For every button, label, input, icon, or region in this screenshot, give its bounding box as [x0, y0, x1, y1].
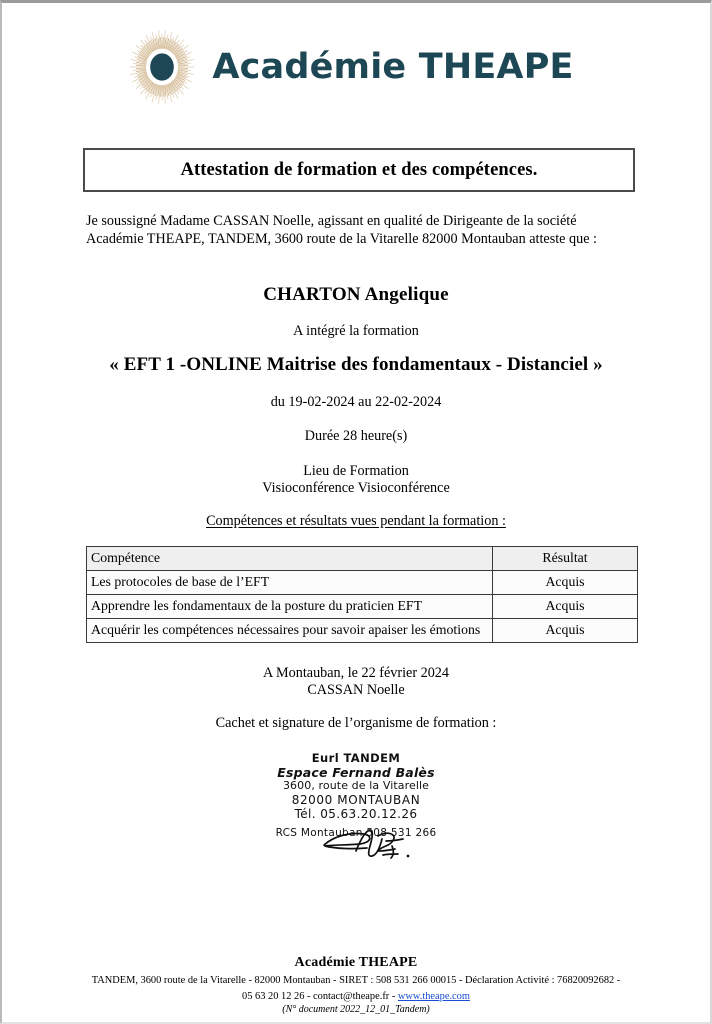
- brand-name: Académie THEAPE: [212, 46, 574, 87]
- table-header-resultat: Résultat: [493, 547, 638, 571]
- document-header: [2, 21, 710, 113]
- attestation-title-box: [83, 148, 635, 192]
- table-row: [87, 595, 638, 619]
- signature-signer-name: CASSAN Noelle: [307, 682, 405, 698]
- footer-contact-line-2: [2, 990, 710, 1003]
- integration-statement: A intégré la formation: [293, 323, 419, 339]
- competences-table: [86, 546, 638, 643]
- intro-paragraph: [86, 213, 638, 248]
- sunburst-icon: [126, 29, 198, 105]
- competences-heading-text: Compétences et résultats vues pendant la formation :: [206, 513, 506, 529]
- footer-website-link[interactable]: www.theape.com: [397, 991, 470, 1002]
- place-label: Lieu de Formation: [303, 463, 409, 479]
- page-title: Attestation de formation et des compétences.: [180, 159, 538, 180]
- stamp-place-name: Espace Fernand Balès: [277, 764, 435, 780]
- stamp-phone: Tél. 05.63.20.12.26: [294, 807, 418, 822]
- cell-resultat: Acquis: [493, 595, 638, 619]
- table-header-competence: Compétence: [87, 547, 493, 571]
- stamp-rcs: RCS Montauban 508 531 266: [275, 826, 437, 839]
- stamp-company-name: Eurl TANDEM: [311, 751, 401, 765]
- place-value: Visioconférence Visioconférence: [262, 480, 450, 496]
- trainee-name: CHARTON Angelique: [263, 284, 449, 305]
- training-duration: Durée 28 heure(s): [304, 428, 408, 444]
- competences-table-wrapper: [86, 546, 638, 643]
- cell-competence: Les protocoles de base de l’EFT: [87, 571, 493, 595]
- cell-resultat: Acquis: [493, 619, 638, 643]
- competences-heading: [2, 513, 710, 530]
- stamp-street: 3600, route de la Vitarelle: [282, 779, 430, 793]
- footer-brand: Académie THEAPE: [294, 955, 418, 970]
- training-dates: du 19-02-2024 au 22-02-2024: [270, 394, 442, 410]
- company-stamp: [2, 752, 710, 839]
- stamp-city: 82000 MONTAUBAN: [291, 793, 421, 808]
- table-body: [87, 571, 638, 643]
- cell-competence: Acquérir les compétences nécessaires pour savoir apaiser les émotions: [87, 619, 493, 643]
- table-row: [87, 619, 638, 643]
- brand-logo: [126, 29, 573, 105]
- table-header-row: [87, 547, 638, 571]
- stamp-signature-label: Cachet et signature de l’organisme de formation :: [215, 715, 497, 731]
- course-title: « EFT 1 -ONLINE Maitrise des fondamentaux - Distanciel »: [109, 354, 603, 375]
- cell-resultat: Acquis: [493, 571, 638, 595]
- document-footer: [2, 955, 710, 1015]
- cell-competence: Apprendre les fondamentaux de la posture du praticien EFT: [87, 595, 493, 619]
- footer-contact-line-1: TANDEM, 3600 route de la Vitarelle - 82000 Montauban - SIRET : 508 531 266 00015 - Déclaration Activité : 76820092682 -: [91, 975, 621, 986]
- footer-phone-email: 05 63 20 12 26 - contact@theape.fr -: [242, 991, 398, 1002]
- signature-city-date: A Montauban, le 22 février 2024: [263, 665, 449, 681]
- table-row: [87, 571, 638, 595]
- intro-line-2: Académie THEAPE, TANDEM, 3600 route de la Vitarelle 82000 Montauban atteste que :: [86, 230, 598, 247]
- table-head: [87, 547, 638, 571]
- footer-document-reference: (N° document 2022_12_01_Tandem): [282, 1004, 430, 1015]
- intro-line-1: Je soussigné Madame CASSAN Noelle, agissant en qualité de Dirigeante de la société: [86, 213, 577, 229]
